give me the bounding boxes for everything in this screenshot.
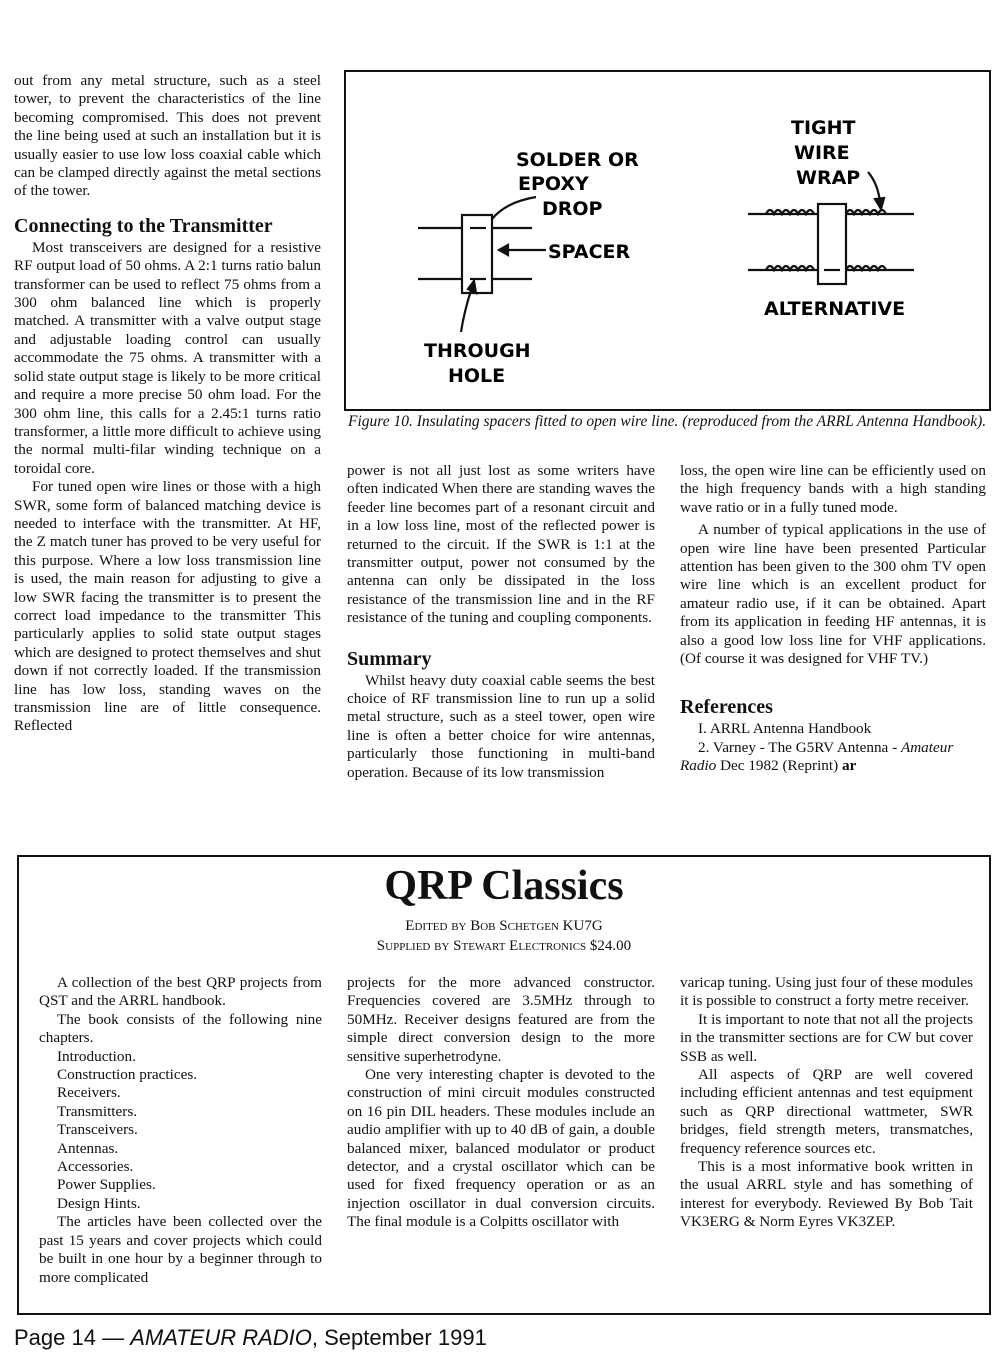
label-through: THROUGH — [424, 340, 531, 362]
footer-page: Page 14 — — [14, 1325, 131, 1350]
review-col1-paragraph-2: The book consists of the following nine chapters. — [39, 1010, 322, 1047]
chapter-item: Design Hints. — [57, 1194, 141, 1212]
review-column-1 — [39, 974, 322, 1287]
reference-2-lead: 2. Varney - The G5RV Antenna - — [698, 738, 898, 756]
review-edited-by: Edited by Bob Schetgen KU7G — [405, 918, 603, 934]
chapter-list — [39, 1048, 322, 1214]
review-col3-paragraph-3: All aspects of QRP are well covered including efficient antennas and test equipment such as QRP directional wattmeter, SWR bridges, field strength meters, transmatches, frequency reference sources etc. — [680, 1066, 973, 1157]
label-spacer: SPACER — [548, 241, 631, 263]
middle-column — [347, 462, 655, 782]
chapter-item: Receivers. — [57, 1084, 121, 1102]
chapter-item: Transmitters. — [57, 1102, 138, 1120]
chapter-item: Antennas. — [57, 1139, 119, 1157]
right-paragraph-2: A number of typical applications in the use of open wire line have been presented Particular attention has been given to the 300 ohm TV open wire line which is an excellent product for amateur radio use, if it can be obtained. Apart from its application in feeding HF antennas, it is also a good low loss line for VHF applications. (Of course it was designed for VHF TV.) — [680, 521, 986, 668]
reference-1: I. ARRL Antenna Handbook — [698, 720, 872, 738]
label-epoxy: EPOXY — [518, 173, 589, 195]
review-column-3 — [680, 974, 973, 1232]
review-col3-paragraph-1: varicap tuning. Using just four of these modules it is possible to construct a forty metre receiver. — [680, 974, 973, 1010]
figure-caption: Figure 10. Insulating spacers fitted to open wire line. (reproduced from the ARRL Antenna Handbook). — [348, 413, 987, 430]
review-col2-paragraph-2: One very interesting chapter is devoted to the construction of mini circuit modules constructed on 16 pin DIL headers. These modules include an audio amplifier with up to 40 dB of gain, a double balanced mixer, balanced modulator or product detector, and a crystal oscillator which can be used for fixed frequency operation or as an injection oscillator in dual conversion circuits. The final module is a Colpitts oscillator with — [347, 1066, 655, 1231]
label-alternative: ALTERNATIVE — [764, 298, 906, 320]
end-mark: ar — [841, 757, 857, 775]
reference-2-journal: Amateur Radio — [680, 738, 954, 775]
right-column — [680, 462, 986, 776]
label-hole: HOLE — [448, 365, 506, 387]
left-paragraph-2: Most transceivers are designed for a resistive RF output load of 50 ohms. A 2:1 turns ratio balun transformer can be used to reflect 75 ohms from a 300 ohm balanced line which is properly matched. A transmitter with a valve output stage and adjustable loading control can usually accommodate the 75 ohms. A transmitter with a solid state output stage is likely to be more critical and require a more precise 50 ohm load. For the 300 ohm line, this calls for a 2.45:1 turns ratio transformer, a little more difficult to achieve using the normal multi-filar winding technique on a toroidal core. — [14, 238, 321, 477]
spacer-diagram — [418, 197, 546, 332]
chapter-item: Introduction. — [57, 1047, 136, 1065]
review-title: QRP Classics — [384, 863, 624, 909]
chapter-item: Construction practices. — [57, 1066, 198, 1084]
label-wire: WIRE — [794, 142, 850, 164]
figure-10-box — [344, 70, 991, 411]
label-tight: TIGHT — [791, 117, 856, 139]
heading-connecting: Connecting to the Transmitter — [14, 214, 273, 237]
middle-paragraph-2: Whilst heavy duty coaxial cable seems the best choice of RF transmission line to run up a solid metal structure, such as a steel tower, open wire line is often a better choice for wire antennas, particularly those functioning in multi-band operation. Because of its low transmission — [347, 671, 655, 781]
footer-date: , September 1991 — [311, 1325, 487, 1350]
heading-summary: Summary — [347, 647, 432, 670]
review-col3-paragraph-4: This is a most informative book written in the usual ARRL style and has something of interest for everybody. Reviewed By Bob Tait VK3ERG & Norm Eyres VK3ZEP. — [680, 1158, 973, 1231]
review-col2-paragraph-1: projects for the more advanced constructor. Frequencies covered are 3.5MHz through to 50MHz. Receiver designs featured are from the simple direct conversion design to the more sensitive superhetrodyne. — [347, 974, 655, 1065]
review-supplied-by: Supplied by Stewart Electronics $24.00 — [376, 938, 632, 954]
reference-2-date: Dec 1982 (Reprint) — [716, 757, 842, 775]
figure-10-diagram — [346, 72, 989, 409]
reference-2 — [680, 739, 986, 776]
heading-references: References — [680, 696, 773, 719]
chapter-item: Transceivers. — [57, 1121, 138, 1139]
footer-magazine: AMATEUR RADIO — [130, 1325, 312, 1350]
label-solder: SOLDER OR — [516, 149, 639, 171]
label-drop: DROP — [542, 198, 603, 220]
review-col1-paragraph-3: The articles have been collected over the past 15 years and cover projects which could be built in one hour by a beginner through to more complicated — [39, 1213, 322, 1286]
right-paragraph-1: loss, the open wire line can be efficiently used on the high frequency bands with a high standing wave ratio or in a fully tuned mode. — [680, 462, 986, 516]
left-column — [14, 72, 321, 736]
page-footer — [14, 1325, 487, 1351]
left-paragraph-1: out from any metal structure, such as a steel tower, to prevent the characteristics of the line becoming compromised. This does not prevent the line being used at such an installation but it is usually easier to use low loss coaxial cable which can be clamped directly against the metal sections of the tower. — [14, 72, 321, 200]
left-paragraph-3: For tuned open wire lines or those with a high SWR, some form of balanced matching device is needed to interface with the transmitter. At HF, the Z match tuner has proved to be very useful for this purpose. Where a low loss transmission line is used, the main reason for adjusting to give a low SWR facing the transmitter is to present the correct load impedance to the transmitter This particularly applies to solid state output stages which are designed to protect themselves and shut down if not correctly loaded. If the transmission line has low loss, standing waves on the transmission line are of little consequence. Reflected — [14, 478, 321, 735]
label-wrap: WRAP — [796, 167, 861, 189]
chapter-item: Accessories. — [57, 1158, 134, 1176]
review-column-2 — [347, 974, 655, 1232]
chapter-item: Power Supplies. — [57, 1176, 156, 1194]
middle-paragraph-1: power is not all just lost as some writers have often indicated When there are standing waves the feeder line becomes part of a resonant circuit and in a low loss line, most of the reflected power is returned to the circuit. If the SWR is 1:1 at the transmitter output, power not consumed by the antenna can only be dissipated in the loss resistance of the transmission line and in the RF resistance of the tuning and coupling components. — [347, 462, 655, 627]
review-col1-paragraph-1: A collection of the best QRP projects from QST and the ARRL handbook. — [39, 974, 322, 1010]
review-col3-paragraph-2: It is important to note that not all the projects in the transmitter sections are for CW but cover SSB as well. — [680, 1010, 973, 1065]
